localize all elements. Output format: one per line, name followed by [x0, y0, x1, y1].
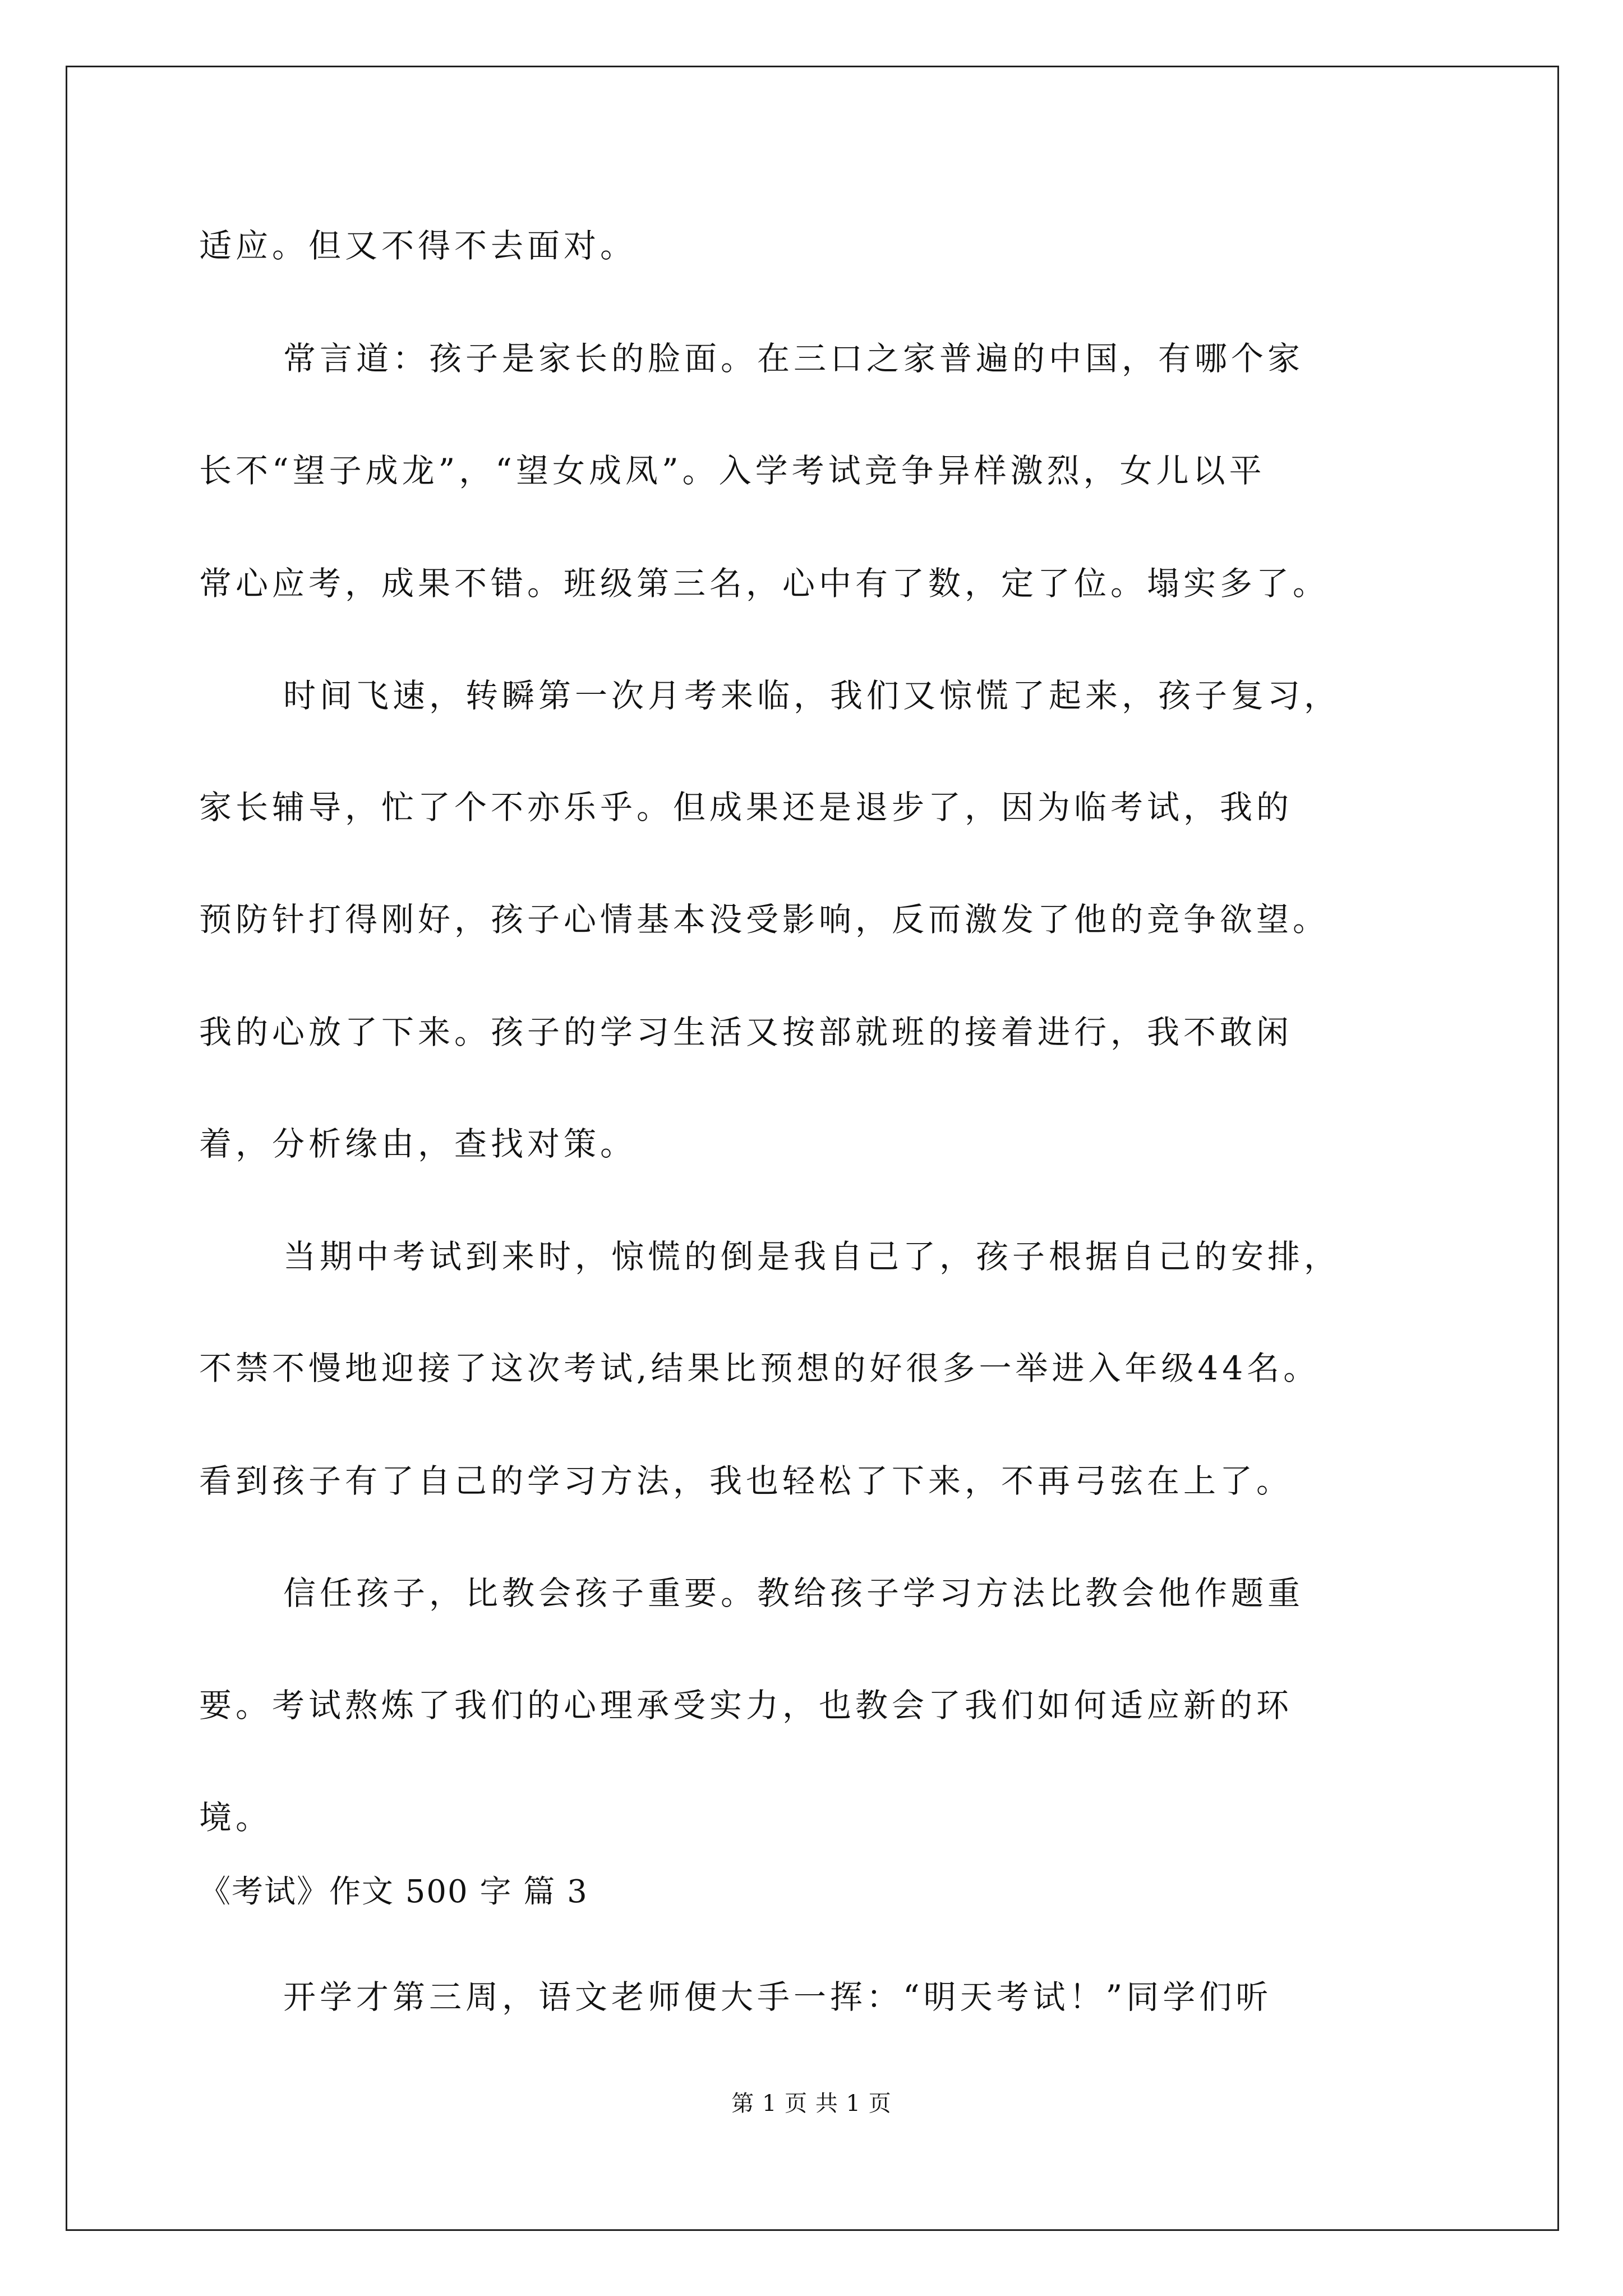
paragraph-line: 看到孩子有了自己的学习方法，我也轻松了下来，不再弓弦在上了。 [199, 1462, 1293, 1500]
paragraph-line: 家长辅导，忙了个不亦乐乎。但成果还是退步了，因为临考试，我的 [199, 788, 1293, 826]
paragraph-line: 预防针打得刚好，孩子心情基本没受影响，反而激发了他的竞争欲望。 [199, 900, 1330, 938]
paragraph-line: 开学才第三周，语文老师便大手一挥：“明天考试！”同学们听 [283, 1978, 1272, 2016]
paragraph-line: 信任孩子，比教会孩子重要。教给孩子学习方法比教会他作题重 [283, 1574, 1304, 1612]
paragraph-line: 长不“望子成龙”，“望女成凤”。入学考试竞争异样激烈，女儿以平 [199, 452, 1266, 490]
paragraph-line: 要。考试熬炼了我们的心理承受实力，也教会了我们如何适应新的环 [199, 1686, 1293, 1724]
paragraph-line: 当期中考试到来时，惊慌的倒是我自己了，孩子根据自己的安排， [283, 1237, 1341, 1276]
page-number-footer: 第 1 页 共 1 页 [731, 2091, 892, 2116]
section-heading: 《考试》作文 500 字 篇 3 [199, 1874, 588, 1910]
paragraph-line: 境。 [199, 1798, 273, 1837]
paragraph-line: 着，分析缘由，查找对策。 [199, 1125, 637, 1163]
paragraph-line: 我的心放了下来。孩子的学习生活又按部就班的接着进行，我不敢闲 [199, 1013, 1293, 1051]
paragraph-line: 时间飞速，转瞬第一次月考来临，我们又惊慌了起来，孩子复习， [283, 677, 1341, 715]
paragraph-line: 常言道：孩子是家长的脸面。在三口之家普遍的中国，有哪个家 [283, 339, 1304, 378]
paragraph-line: 适应。但又不得不去面对。 [199, 227, 637, 265]
paragraph-line: 不禁不慢地迎接了这次考试,结果比预想的好很多一举进入年级44名。 [199, 1349, 1320, 1387]
paragraph-line: 常心应考，成果不错。班级第三名，心中有了数，定了位。塌实多了。 [199, 564, 1330, 602]
